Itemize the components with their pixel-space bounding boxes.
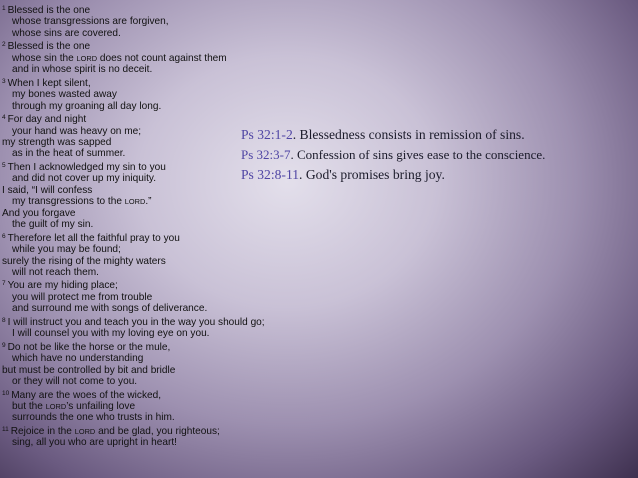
verse-number: 11 xyxy=(2,425,9,433)
verse-line: $^4$ For day and night xyxy=(2,114,87,126)
verse-line: my transgressions to the LORD.” xyxy=(12,196,152,208)
verse-number: 6 xyxy=(2,232,6,240)
verse-number: 10 xyxy=(2,389,10,397)
verse-number: 1 xyxy=(2,5,6,12)
summary-reference: Ps 32:1-2 xyxy=(241,127,293,142)
lord-small-caps: LORD xyxy=(124,197,146,207)
verse-line: your hand was heavy on me; xyxy=(12,125,142,137)
verse-line: surrounds the one who trusts in him. xyxy=(12,412,175,424)
verse-line: you will protect me from trouble xyxy=(12,291,153,303)
verse-line: $^8$ I will instruct you and teach you in the way you should go; xyxy=(2,316,265,328)
summary-reference: Ps 32:8-11 xyxy=(241,167,300,182)
verse-line: but must be controlled by bit and bridle xyxy=(2,364,176,376)
verse-line: $^9$ Do not be like the horse or the mule, xyxy=(2,341,171,353)
verse-line: and did not cover up my iniquity. xyxy=(12,173,157,185)
verse-line: or they will not come to you. xyxy=(12,376,138,388)
psalm-summary xyxy=(241,125,631,185)
verse-number: 9 xyxy=(2,341,6,349)
lord-small-caps: LORD xyxy=(74,426,96,436)
verse-line: while you may be found; xyxy=(12,244,121,256)
verse-line: the guilt of my sin. xyxy=(12,219,94,231)
verse-line: which have no understanding xyxy=(12,353,144,365)
verse-line: whose sin the LORD does not count against them xyxy=(12,52,227,64)
verse-line: and in whose spirit is no deceit. xyxy=(12,64,153,76)
verse-number: 7 xyxy=(2,280,6,288)
verse-line: $^3$ When I kept silent, xyxy=(2,77,91,89)
verse-line: $^{10}$ Many are the woes of the wicked, xyxy=(2,389,162,401)
verse-line: through my groaning all day long. xyxy=(12,100,162,112)
verse-line: my bones wasted away xyxy=(12,89,117,101)
verse-number: 4 xyxy=(2,114,6,122)
lord-small-caps: LORD xyxy=(45,401,67,411)
verse-line: will not reach them. xyxy=(12,266,99,278)
summary-row xyxy=(241,165,631,185)
lord-small-caps: LORD xyxy=(76,53,98,63)
verse-line: $^5$ Then I acknowledged my sin to you xyxy=(2,161,166,173)
summary-reference: Ps 32:3-7 xyxy=(241,147,291,162)
verse-line: whose sins are covered. xyxy=(12,27,121,39)
summary-text: . Blessedness consists in remission of sins. xyxy=(292,127,525,142)
verse-line: surely the rising of the mighty waters xyxy=(2,255,166,267)
verse-line: my strength was sapped xyxy=(2,136,112,148)
verse-line: and surround me with songs of deliverance. xyxy=(12,303,208,315)
verse-line: sing, all you who are upright in heart! xyxy=(12,437,177,449)
psalm-32-text xyxy=(2,3,342,449)
verse-line: $^1$ Blessed is the one xyxy=(2,5,91,16)
verse-number: 2 xyxy=(2,41,6,49)
verse-number: 5 xyxy=(2,161,6,169)
verse-line: whose transgressions are forgiven, xyxy=(12,16,169,28)
verse-number: 8 xyxy=(2,316,6,324)
summary-text: . God's promises bring joy. xyxy=(299,167,445,182)
verse-number: 3 xyxy=(2,77,6,85)
verse-line: $^6$ Therefore let all the faithful pray to you xyxy=(2,232,180,244)
verse-line: And you forgave xyxy=(2,207,76,219)
verse-line: $^{11}$ Rejoice in the LORD and be glad, you righteous; xyxy=(2,425,220,437)
summary-text: . Confession of sins gives ease to the conscience. xyxy=(290,147,546,162)
verse-line: as in the heat of summer. xyxy=(12,148,126,160)
verse-line: but the LORD’s unfailing love xyxy=(12,400,136,412)
summary-row xyxy=(241,125,631,145)
verse-line: $^2$ Blessed is the one xyxy=(2,41,91,53)
verse-line: I will counsel you with my loving eye on you. xyxy=(12,328,210,340)
summary-row xyxy=(241,145,631,165)
verse-line: I said, “I will confess xyxy=(2,184,93,196)
verse-line: $^7$ You are my hiding place; xyxy=(2,280,118,292)
